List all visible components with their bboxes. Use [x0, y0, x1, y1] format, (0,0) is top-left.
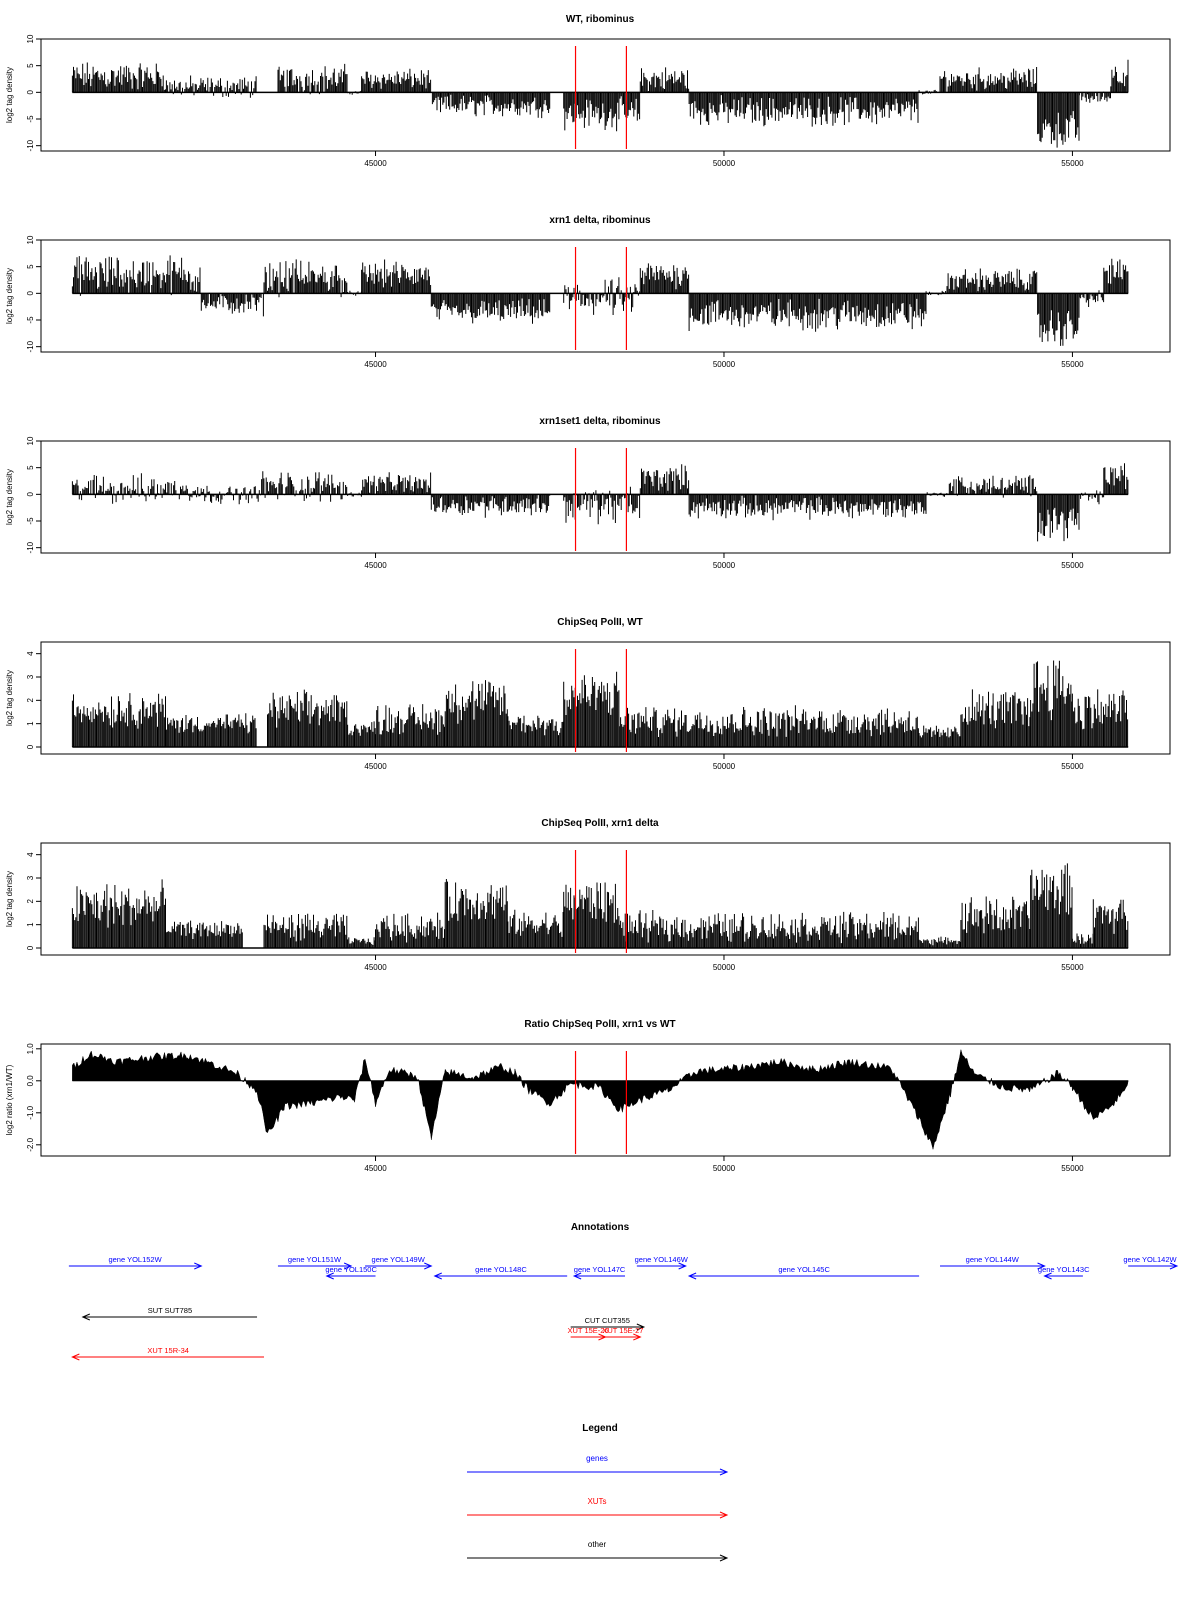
y-tick-label: -5: [26, 316, 35, 324]
signal-bars: [619, 705, 918, 747]
signal-bars: [72, 473, 201, 504]
data-series: [72, 463, 1128, 541]
signal-bars: [278, 64, 347, 94]
legend-label: other: [587, 1540, 607, 1549]
track-segment-12: [1038, 293, 1079, 346]
annotation-gene-yol148c: [435, 1265, 567, 1279]
data-series: [72, 1050, 1128, 1150]
signal-bars: [431, 293, 549, 323]
feature-label: XUT 15R-34: [147, 1346, 189, 1355]
track-segment-10: [919, 726, 960, 747]
track-segment-4: [348, 721, 376, 747]
annotation-gene-yol144w: [940, 1255, 1045, 1269]
track-segment-3: [264, 259, 347, 297]
y-tick-label: 1: [26, 922, 35, 927]
signal-bars: [72, 879, 165, 948]
signal-bars: [376, 913, 445, 948]
track-segment-6: [431, 92, 549, 118]
feature-label: gene YOL143C: [1037, 1265, 1090, 1274]
data-series: [72, 255, 1128, 346]
track-segment-5: [362, 472, 431, 494]
signal-bars: [1038, 293, 1079, 346]
y-tick-label: 3: [26, 674, 35, 680]
signal-bars: [72, 255, 201, 296]
y-tick-label: 5: [26, 264, 35, 269]
chart-title: ChipSeq PolII, WT: [557, 617, 643, 628]
annotation-gene-yol146w: [635, 1255, 689, 1269]
y-tick-label: -10: [26, 340, 35, 353]
track-segment-14: [1104, 259, 1128, 294]
annotations-title: Annotations: [570, 1222, 630, 1233]
annotation-gene-yol147c: [574, 1265, 626, 1279]
track-segment-5: [376, 913, 445, 948]
track-segment-12: [1031, 863, 1072, 948]
y-tick-label: 0.0: [26, 1075, 35, 1087]
feature-label: XUT 15E-26: [567, 1326, 609, 1335]
track-segment-2: [201, 293, 263, 317]
signal-bars: [619, 910, 918, 948]
track-segment-11: [961, 897, 1030, 949]
y-tick-label: 1.0: [26, 1043, 35, 1055]
track-segment-9: [689, 293, 926, 331]
feature-label: gene YOL150C: [325, 1265, 377, 1274]
signal-bars: [640, 464, 688, 494]
track-segment-9: [619, 910, 918, 948]
track-segment-4: [348, 937, 376, 948]
signal-bars: [940, 67, 1037, 92]
track-segment-8: [564, 883, 619, 949]
x-tick-label: 50000: [712, 1164, 736, 1173]
y-tick-label: 10: [26, 34, 35, 44]
signal-bars: [1072, 689, 1127, 747]
annotation-gene-yol145c: [689, 1265, 919, 1279]
x-tick-label: 55000: [1061, 561, 1084, 570]
signal-bars: [1104, 463, 1128, 494]
y-tick-label: 4: [26, 852, 35, 857]
legend-items: [467, 1454, 727, 1561]
signal-bars: [445, 879, 507, 948]
data-series: [72, 863, 1128, 948]
y-axis-label: log2 tag density: [5, 66, 14, 124]
feature-label: gene YOL152W: [108, 1255, 162, 1264]
signal-bars: [1038, 494, 1079, 541]
track-segment-5: [376, 704, 445, 747]
signal-bars: [362, 69, 431, 93]
y-tick-label: 2: [26, 899, 35, 904]
y-tick-label: -10: [26, 541, 35, 554]
feature-label: gene YOL142W: [1123, 1255, 1177, 1264]
track-segment-8: [640, 464, 688, 494]
signal-bars: [376, 704, 445, 747]
signal-bars: [72, 63, 165, 93]
x-tick-label: 45000: [364, 1164, 387, 1173]
signal-bars: [1079, 490, 1103, 504]
feature-label: CUT CUT355: [584, 1316, 630, 1325]
track-segment-10: [926, 291, 947, 295]
signal-bars: [961, 897, 1030, 949]
y-tick-label: 5: [26, 465, 35, 470]
signal-bars: [1072, 934, 1093, 949]
y-tick-label: 3: [26, 875, 35, 881]
x-tick-label: 55000: [1061, 963, 1084, 972]
y-tick-label: 0: [26, 945, 35, 951]
y-tick-label: 1: [26, 721, 35, 726]
legend-item-xuts: [467, 1497, 727, 1518]
chart-panel-2: [5, 215, 1170, 369]
track-segment-14: [1111, 60, 1128, 93]
feature-label: gene YOL144W: [965, 1255, 1019, 1264]
y-tick-label: 4: [26, 651, 35, 656]
track-segment-9: [689, 92, 918, 126]
track-segment-1: [72, 255, 201, 296]
signal-bars: [508, 716, 563, 747]
x-tick-label: 55000: [1061, 762, 1084, 771]
chart-panel-5: [5, 818, 1170, 972]
track-segment-11: [947, 475, 1037, 497]
track-segment-11: [961, 689, 1030, 747]
track-segment-14: [1104, 463, 1128, 494]
x-tick-label: 55000: [1061, 159, 1084, 168]
track-segment-8: [640, 263, 688, 293]
y-tick-label: 2: [26, 698, 35, 703]
x-tick-label: 50000: [712, 159, 736, 168]
x-tick-label: 45000: [364, 159, 387, 168]
chart-title: xrn1set1 delta, ribominus: [539, 416, 661, 427]
track-segment-6: [431, 293, 549, 323]
signal-bars: [564, 883, 619, 949]
track-segment-14: [1093, 899, 1128, 948]
annotation-features: [69, 1255, 1178, 1360]
track-segment-1: [72, 879, 165, 948]
signal-bars: [947, 475, 1037, 497]
y-tick-label: -1.0: [26, 1105, 35, 1120]
signal-bars: [166, 76, 256, 98]
legend-panel: [467, 1423, 727, 1561]
feature-label: SUT SUT785: [147, 1306, 193, 1315]
chart-panel-4: [5, 617, 1170, 771]
y-tick-label: 0: [26, 90, 35, 95]
chart-panels: [5, 14, 1170, 1173]
chart-title: WT, ribominus: [565, 14, 635, 25]
x-tick-label: 50000: [712, 762, 736, 771]
signal-bars: [1079, 92, 1110, 103]
track-segment-2: [201, 486, 256, 504]
track-segment-1: [72, 693, 165, 747]
track-segment-2: [166, 713, 256, 747]
track-segment-2: [166, 76, 256, 98]
x-tick-label: 50000: [712, 561, 736, 570]
track-segment-9: [619, 705, 918, 747]
track-segment-2: [166, 921, 242, 948]
signal-bars: [640, 67, 688, 92]
y-tick-label: 5: [26, 63, 35, 68]
annotation-sut-sut785: [83, 1306, 257, 1320]
signal-bars: [264, 914, 347, 948]
signal-bars: [201, 293, 263, 317]
signal-bars: [348, 937, 376, 948]
annotation-gene-yol142w: [1123, 1255, 1177, 1269]
chart-title: xrn1 delta, ribominus: [549, 215, 651, 226]
x-tick-label: 45000: [364, 360, 387, 369]
chart-panel-3: [5, 416, 1170, 570]
feature-label: gene YOL149W: [371, 1255, 425, 1264]
track-segment-6: [445, 680, 507, 747]
y-tick-label: 0: [26, 291, 35, 296]
track-segment-6: [431, 494, 549, 518]
y-axis-label: log2 tag density: [5, 267, 14, 325]
plot-frame: [41, 1044, 1170, 1156]
signal-bars: [1111, 60, 1128, 93]
track-segment-3: [257, 471, 347, 502]
signal-bars: [362, 260, 431, 294]
signal-bars: [268, 690, 347, 747]
signal-bars: [919, 937, 960, 948]
track-segment-13: [1079, 92, 1110, 103]
signal-bars: [508, 910, 563, 948]
track-segment-8: [564, 672, 619, 747]
track-segment-13: [1072, 934, 1093, 949]
x-tick-label: 45000: [364, 762, 387, 771]
y-tick-label: -10: [26, 139, 35, 152]
signal-bars: [640, 263, 688, 293]
feature-label: gene YOL146W: [634, 1255, 688, 1264]
annotation-xut-15e-27: [602, 1326, 643, 1340]
data-series: [72, 60, 1128, 148]
signal-bars: [257, 471, 347, 502]
signal-bars: [947, 269, 1037, 294]
track-segment-12: [1038, 494, 1079, 541]
y-tick-label: 0: [26, 744, 35, 750]
signal-bars: [1104, 259, 1128, 294]
signal-bars: [564, 672, 619, 747]
track-segment-11: [947, 269, 1037, 294]
y-tick-label: 10: [26, 436, 35, 446]
signal-bars: [919, 726, 960, 747]
y-tick-label: -5: [26, 517, 35, 525]
track-segment-7: [508, 910, 563, 948]
track-segment-3: [268, 690, 347, 747]
signal-bars: [166, 921, 242, 948]
signal-bars: [431, 92, 549, 118]
track-segment-1: [72, 63, 165, 93]
annotation-xut-15r-34: [72, 1346, 264, 1360]
ratio-area: [72, 1050, 1128, 1150]
signal-bars: [348, 721, 376, 747]
track-segment-11: [940, 67, 1037, 92]
signal-bars: [689, 92, 918, 126]
signal-bars: [926, 291, 947, 295]
track-segment-13: [1072, 689, 1127, 747]
signal-bars: [1031, 661, 1072, 748]
legend-item-other: [467, 1540, 727, 1561]
x-tick-label: 50000: [712, 360, 736, 369]
signal-bars: [166, 713, 256, 747]
x-tick-label: 55000: [1061, 1164, 1084, 1173]
signal-bars: [689, 494, 926, 520]
feature-label: gene YOL145C: [778, 1265, 830, 1274]
annotation-gene-yol150c: [325, 1265, 377, 1279]
y-tick-label: -5: [26, 115, 35, 123]
track-segment-13: [1079, 490, 1103, 504]
track-segment-1: [72, 473, 201, 504]
track-segment-5: [362, 69, 431, 93]
y-tick-label: 0: [26, 492, 35, 497]
track-segment-12: [1038, 92, 1079, 147]
x-tick-label: 55000: [1061, 360, 1084, 369]
track-segment-12: [1031, 661, 1072, 748]
legend-label: genes: [586, 1454, 608, 1463]
y-axis-label: log2 tag density: [5, 669, 14, 727]
track-segment-3: [264, 914, 347, 948]
legend-item-genes: [467, 1454, 727, 1475]
signal-bars: [445, 680, 507, 747]
signal-bars: [72, 693, 165, 747]
chart-panel-6: [5, 1019, 1170, 1173]
y-tick-label: -2.0: [26, 1137, 35, 1152]
feature-label: gene YOL147C: [573, 1265, 626, 1274]
y-tick-label: 10: [26, 235, 35, 245]
feature-label: gene YOL148C: [475, 1265, 527, 1274]
signal-bars: [201, 486, 256, 504]
signal-bars: [689, 293, 926, 331]
annotation-gene-yol152w: [69, 1255, 201, 1269]
annotation-gene-yol143c: [1038, 1265, 1090, 1279]
chart-title: ChipSeq PolII, xrn1 delta: [541, 818, 659, 829]
signal-bars: [1093, 899, 1128, 948]
chart-panel-1: [5, 14, 1170, 168]
legend-title: Legend: [582, 1423, 618, 1434]
signal-bars: [362, 472, 431, 494]
track-segment-9: [689, 494, 926, 520]
x-tick-label: 45000: [364, 963, 387, 972]
y-axis-label: log2 ratio (xrn1/WT): [5, 1064, 14, 1136]
chart-title: Ratio ChipSeq PolII, xrn1 vs WT: [524, 1019, 676, 1030]
track-segment-5: [362, 260, 431, 294]
track-segment-10: [919, 937, 960, 948]
y-axis-label: log2 tag density: [5, 468, 14, 526]
x-tick-label: 45000: [364, 561, 387, 570]
track-segment-8: [640, 67, 688, 92]
legend-label: XUTs: [587, 1497, 607, 1506]
signal-bars: [1038, 92, 1079, 147]
track-segment-6: [445, 879, 507, 948]
feature-label: XUT 15E-27: [602, 1326, 644, 1335]
signal-bars: [961, 689, 1030, 747]
x-tick-label: 50000: [712, 963, 736, 972]
feature-label: gene YOL151W: [287, 1255, 342, 1264]
data-series: [72, 661, 1128, 748]
signal-bars: [1031, 863, 1072, 948]
signal-bars: [264, 259, 347, 297]
track-segment-3: [278, 64, 347, 94]
track-segment-7: [508, 716, 563, 747]
y-axis-label: log2 tag density: [5, 870, 14, 928]
signal-bars: [431, 494, 549, 518]
annotations-panel: [69, 1222, 1178, 1360]
